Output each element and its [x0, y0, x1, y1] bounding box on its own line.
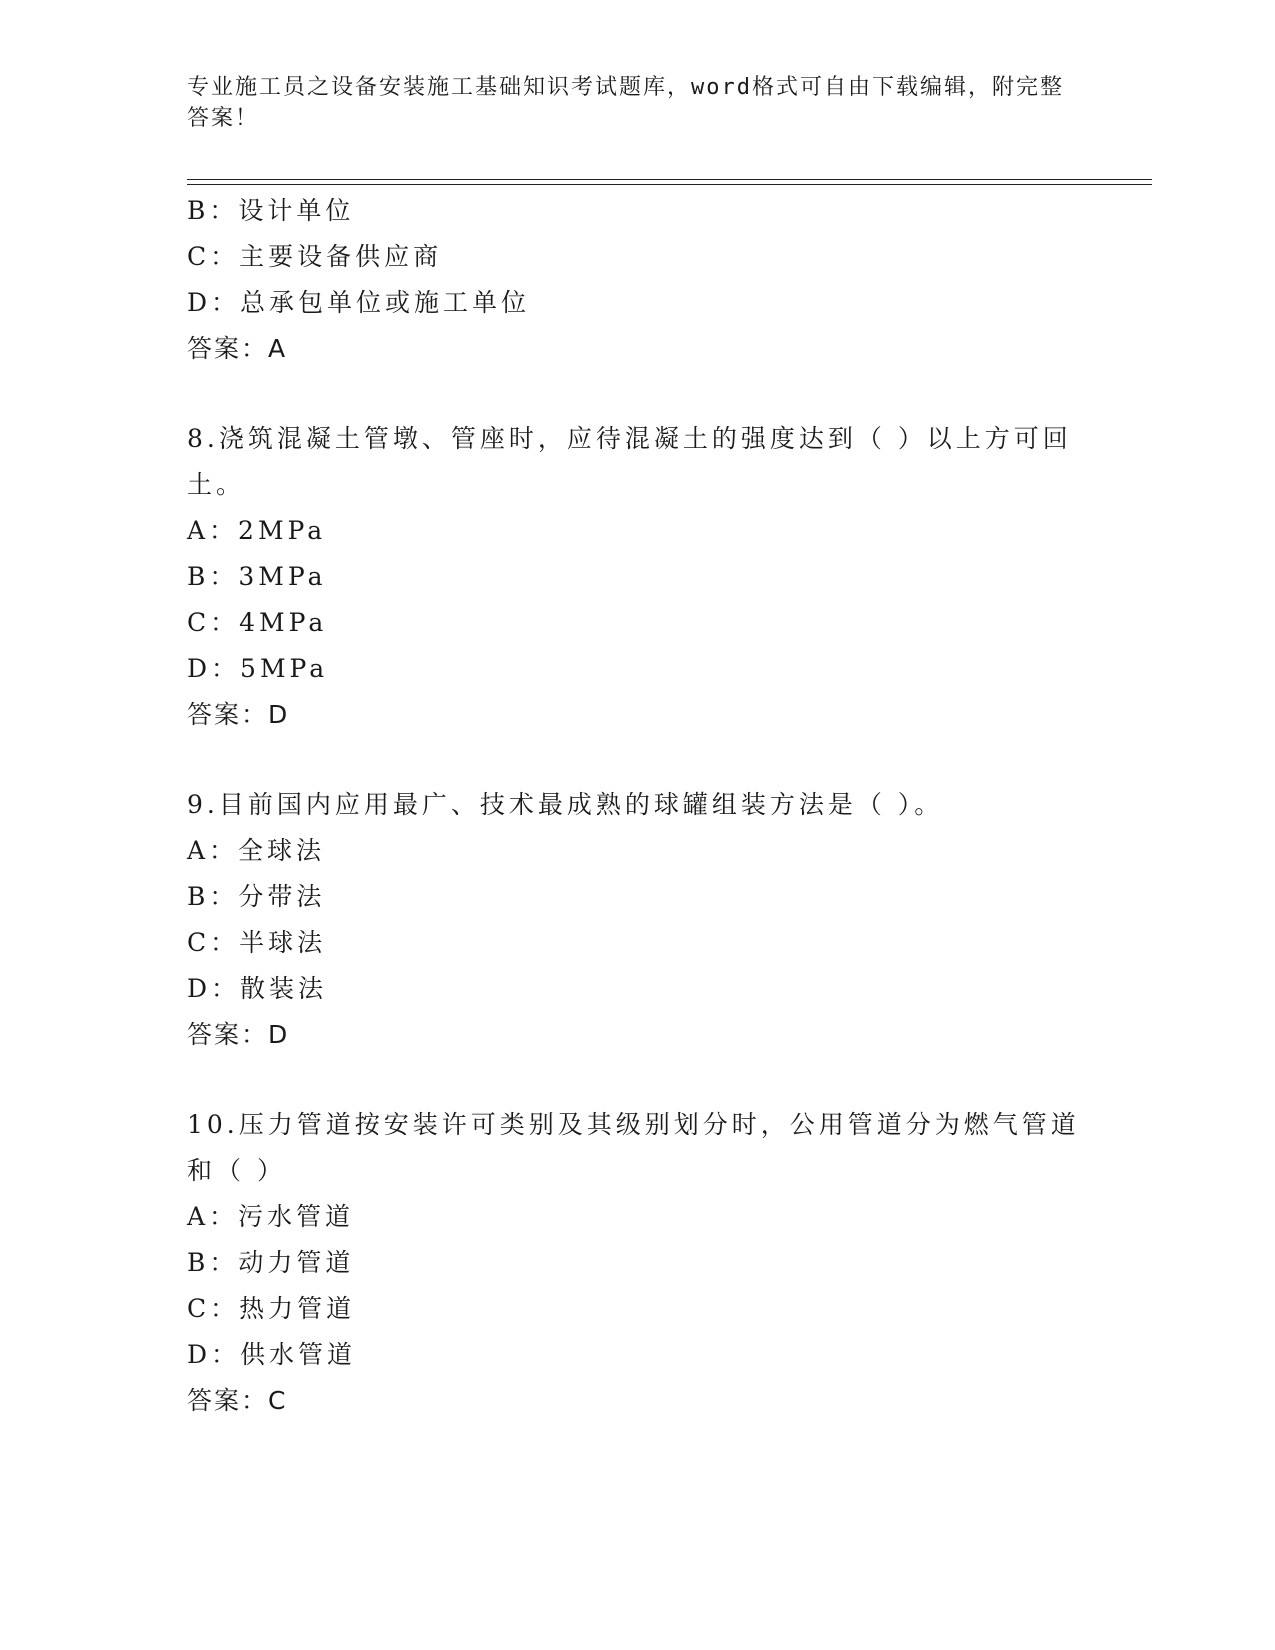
- option-b: B：设计单位: [187, 196, 355, 225]
- spacer: [187, 738, 1087, 782]
- header-divider-bottom: [187, 184, 1152, 185]
- option-d: D：5MPa: [187, 654, 329, 683]
- answer-line: 答案：D: [187, 700, 290, 729]
- question-stem: 10.压力管道按安装许可类别及其级别划分时，公用管道分为燃气管道和（ ）: [187, 1110, 1080, 1185]
- option-b: B：分带法: [187, 882, 326, 911]
- option-c: C：主要设备供应商: [187, 242, 443, 271]
- spacer: [187, 372, 1087, 416]
- option-d: D：散装法: [187, 974, 328, 1003]
- option-c: C：热力管道: [187, 1294, 356, 1323]
- answer-line: 答案：C: [187, 1386, 288, 1415]
- header-divider-top: [187, 179, 1152, 180]
- document-header: 专业施工员之设备安装施工基础知识考试题库，word格式可自由下载编辑，附完整答案！: [187, 75, 1064, 131]
- option-a: A：2MPa: [187, 516, 327, 545]
- question-block-7-continued: [187, 188, 1087, 372]
- option-b: B：动力管道: [187, 1248, 355, 1277]
- question-stem: 9.目前国内应用最广、技术最成熟的球罐组装方法是（ ）。: [187, 790, 944, 819]
- question-stem: 8.浇筑混凝土管墩、管座时，应待混凝土的强度达到（ ）以上方可回土。: [187, 424, 1072, 499]
- option-c: C：半球法: [187, 928, 327, 957]
- option-b: B：3MPa: [187, 562, 327, 591]
- question-list: [187, 188, 1087, 1424]
- option-a: A：全球法: [187, 836, 326, 865]
- option-d: D：供水管道: [187, 1340, 357, 1369]
- question-block-10: [187, 1102, 1087, 1424]
- option-c: C：4MPa: [187, 608, 328, 637]
- question-block-8: [187, 416, 1087, 738]
- answer-line: 答案：D: [187, 1020, 290, 1049]
- question-block-9: [187, 782, 1087, 1058]
- option-d: D：总承包单位或施工单位: [187, 288, 531, 317]
- option-a: A：污水管道: [187, 1202, 355, 1231]
- answer-line: 答案：A: [187, 334, 288, 363]
- spacer: [187, 1058, 1087, 1102]
